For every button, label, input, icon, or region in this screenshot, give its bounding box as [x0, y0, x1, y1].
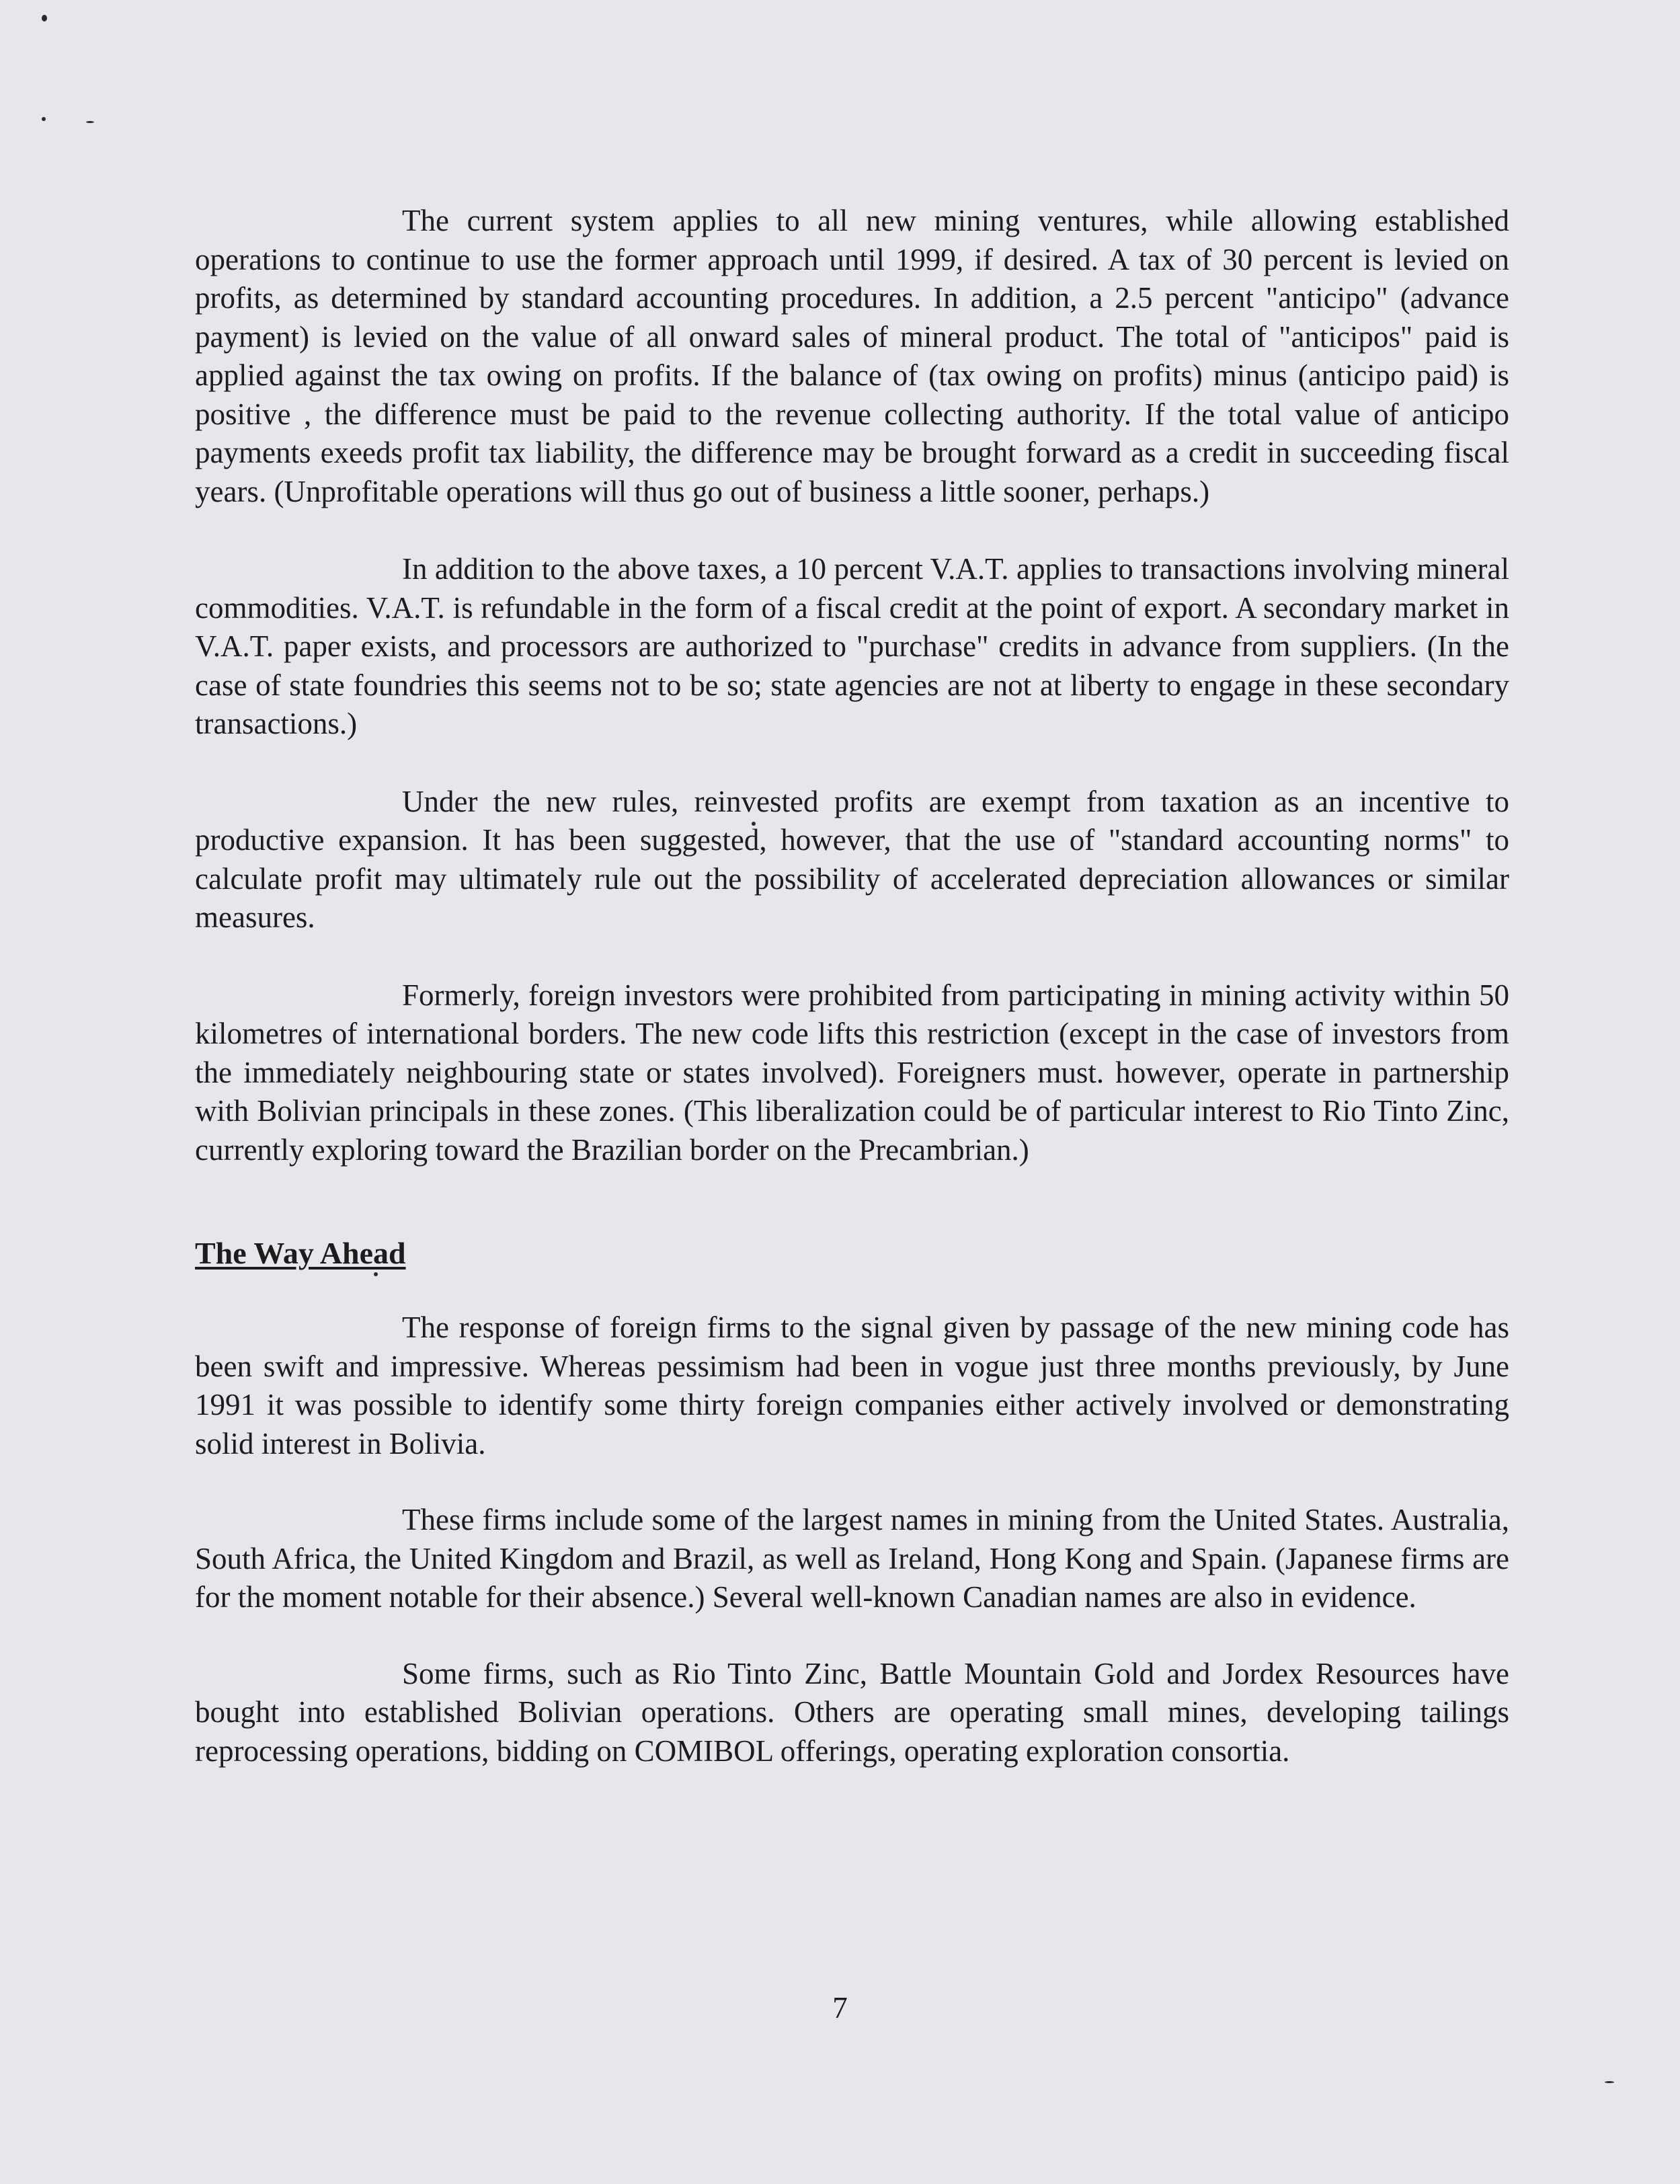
paragraph-firms: These firms include some of the largest names in mining from the United States. Australia, South Africa, the United Kingdom and Brazil, as well as Ireland, Hong Kong and Spain. (Japanese firms are for the moment notable for their absence.) Several well-known Canadian names are also in evidence. [195, 1503, 1509, 1614]
section-heading: The Way Ahead [195, 1236, 406, 1270]
paragraph-tax-system: The current system applies to all new mining ventures, while allowing established operations to continue to use the former approach until 1999, if desired. A tax of 30 percent is levied on profits, as determined by standard accounting procedures. In addition, a 2.5 percent "anticipo" (advance payment) is levied on the value of all onward sales of mineral product. The total of "anticipos" paid is applied against the tax owing on profits. If the balance of (tax owing on profits) minus (anticipo paid) is positive , the difference must be paid to the revenue collecting authority. If the total value of anticipo payments exeeds profit tax liability, the difference may be brought forward as a credit in succeeding fiscal years. (Unprofitable operations will thus go out of business a little sooner, perhaps.) [195, 204, 1509, 508]
scan-speck [1605, 2081, 1614, 2083]
scan-speck [42, 117, 46, 121]
paragraph-operations: Some firms, such as Rio Tinto Zinc, Battle Mountain Gold and Jordex Resources have bought into established Bolivian operations. Others are operating small mines, developing tailings reprocessing operations, bidding on COMIBOL offerings, operating exploration consortia. [195, 1656, 1509, 1768]
paragraph-foreign-response: The response of foreign firms to the signal given by passage of the new mining code has been swift and impressive. Whereas pessimism had been in vogue just three months previously, by June 1991 it was possible to identify some thirty foreign companies either actively involved or demonstrating solid interest in Bolivia. [195, 1311, 1509, 1460]
scan-speck [42, 15, 47, 22]
document-body [195, 202, 1509, 1770]
paragraph-vat: In addition to the above taxes, a 10 percent V.A.T. applies to transactions involving mineral commodities. V.A.T. is refundable in the form of a fiscal credit at the point of export. A secondary market in V.A.T. paper exists, and processors are authorized to "purchase" credits in advance from suppliers. (In the case of state foundries this seems not to be so; state agencies are not at liberty to engage in these secondary transactions.) [195, 552, 1509, 740]
paragraph-foreign-investors: Formerly, foreign investors were prohibited from participating in mining activity within 50 kilometres of international borders. The new code lifts this restriction (except in the case of investors from the immediately neighbouring state or states involved). Foreigners must. however, operate in partnership with Bolivian principals in these zones. (This liberalization could be of particular interest to Rio Tinto Zinc, currently exploring toward the Brazilian border on the Precambrian.) [195, 978, 1509, 1167]
paragraph-reinvested-profits: Under the new rules, reinvested profits are exempt from taxation as an incentive to productive expansion. It has been suggested, however, that the use of "standard accounting norms" to calculate profit may ultimately rule out the possibility of accelerated depreciation allowances or similar measures. [195, 784, 1509, 934]
scan-speck [86, 121, 94, 123]
page-number: 7 [832, 1991, 848, 2025]
